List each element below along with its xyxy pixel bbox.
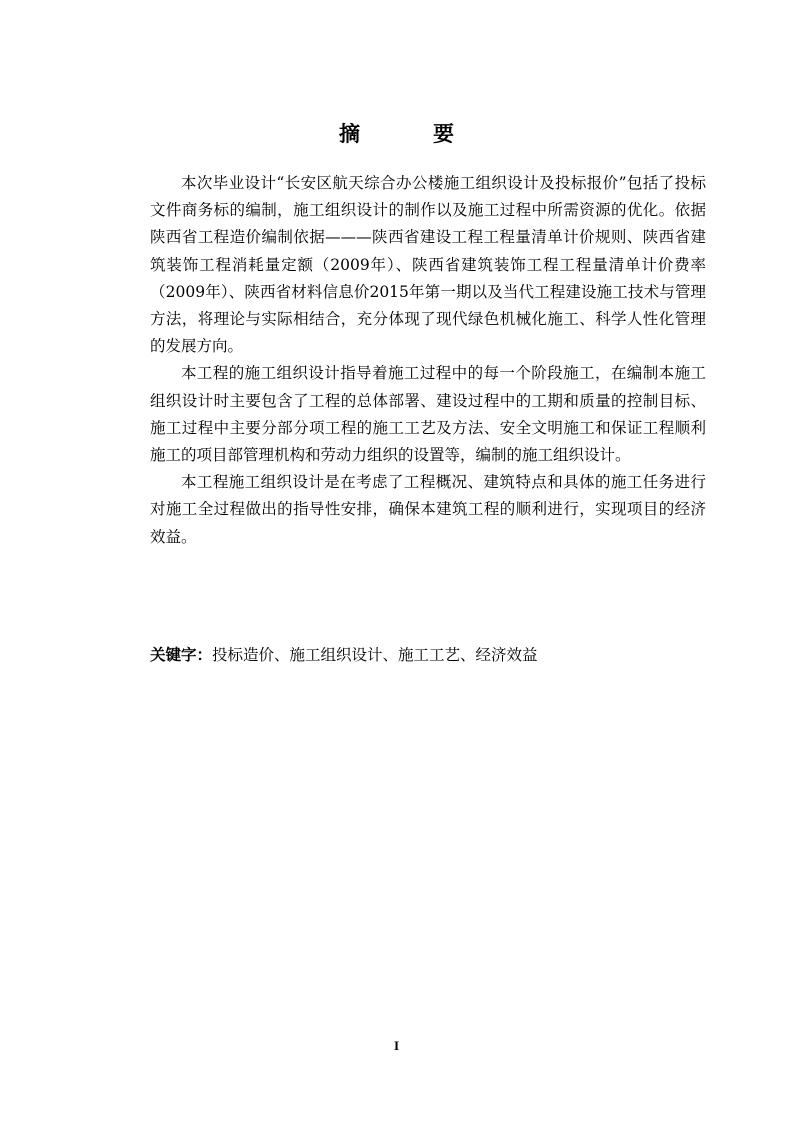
keywords-label: 关键字： (150, 646, 213, 664)
page-number: I (393, 1038, 400, 1053)
keywords-value: 投标造价、施工组织设计、施工工艺、经济效益 (212, 646, 538, 664)
abstract-paragraph-1: 本次毕业设计“长安区航天综合办公楼施工组织设计及投标报价”包括了投标文件商务标的编制，施工组织设计的制作以及施工过程中所需资源的优化。依据陕西省工程造价编制依据———陕西省建设工程工程量清单计价规则、陕西省建筑装饰工程消耗量定额（2009年）、陕西省建筑装饰工程工程量清单计价费率（2009年）、陕西省材料信息价2015年第一期以及当代工程建设施工技术与管理方法，将理论与实际相结合，充分体现了现代绿色机械化施工、科学人性化管理的发展方向。 (150, 174, 706, 356)
page-title: 摘 要 (339, 122, 480, 146)
keywords-line (150, 642, 706, 669)
abstract-paragraph-2: 本工程的施工组织设计指导着施工过程中的每一个阶段施工，在编制本施工组织设计时主要包含了工程的总体部署、建设过程中的工期和质量的控制目标、施工过程中主要分部分项工程的施工工艺及方法、安全文明施工和保证工程顺利施工的项目部管理机构和劳动力组织的设置等，编制的施工组织设计。 (150, 364, 706, 465)
abstract-body (150, 170, 706, 551)
abstract-paragraph-3: 本工程施工组织设计是在考虑了工程概况、建筑特点和具体的施工任务进行对施工全过程做出的指导性安排，确保本建筑工程的顺利进行，实现项目的经济效益。 (150, 473, 706, 546)
